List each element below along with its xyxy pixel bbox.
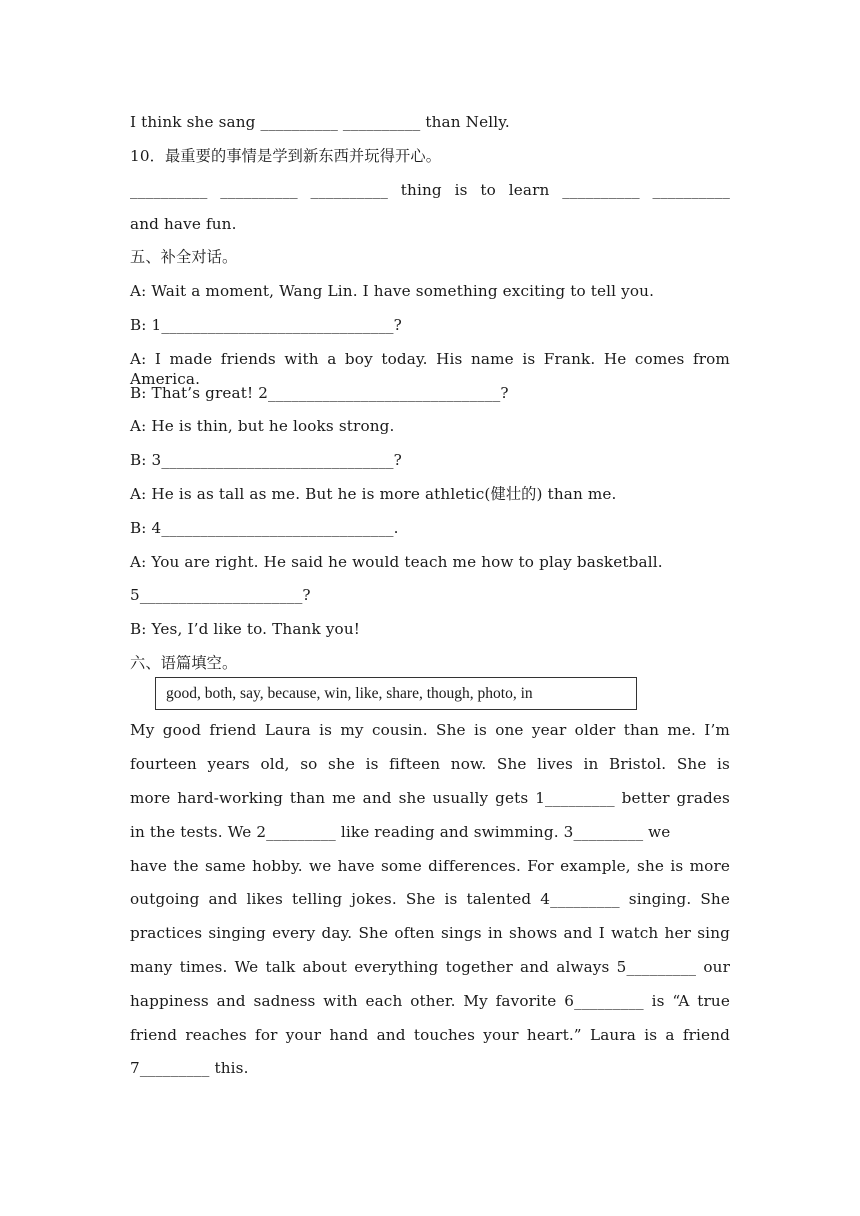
passage-line: practices singing every day. She often sings in shows and I watch her sing <box>130 924 730 942</box>
question-10-english-end: and have fun. <box>130 215 237 233</box>
dialogue-line: B: 3______________________________? <box>130 451 402 469</box>
passage-line: My good friend Laura is my cousin. She is one year older than me. I’m <box>130 721 730 739</box>
dialogue-line: A: You are right. He said he would teach me how to play basketball. <box>130 553 663 571</box>
passage-line: have the same hobby. we have some differences. For example, she is more <box>130 857 730 875</box>
passage-line: 7_________ this. <box>130 1059 249 1077</box>
dialogue-line: A: I made friends with a boy today. His name is Frank. He comes from America. <box>130 350 730 388</box>
passage-line: friend reaches for your hand and touches your heart.” Laura is a friend <box>130 1026 730 1044</box>
section-6-heading: 六、语篇填空。 <box>130 654 238 672</box>
dialogue-line: 5_____________________? <box>130 586 311 604</box>
dialogue-line: B: 4______________________________. <box>130 519 399 537</box>
dialogue-line: B: Yes, I’d like to. Thank you! <box>130 620 361 638</box>
dialogue-line: B: 1______________________________? <box>130 316 402 334</box>
question-10-english-blanks: __________ __________ __________ thing is to learn __________ __________ <box>130 181 730 199</box>
passage-line: happiness and sadness with each other. My favorite 6_________ is “A true <box>130 992 730 1010</box>
passage-line: more hard-working than me and she usually gets 1_________ better grades <box>130 789 730 807</box>
passage-line: in the tests. We 2_________ like reading and swimming. 3_________ we <box>130 823 671 841</box>
dialogue-line: A: He is as tall as me. But he is more athletic(健壮的) than me. <box>130 485 617 503</box>
word-bank-box: good, both, say, because, win, like, share, though, photo, in <box>155 677 637 710</box>
question-10-chinese: 10．最重要的事情是学到新东西并玩得开心。 <box>130 147 442 165</box>
sentence-9-english: I think she sang __________ __________ than Nelly. <box>130 113 510 131</box>
section-5-heading: 五、补全对话。 <box>130 248 238 266</box>
dialogue-line: A: Wait a moment, Wang Lin. I have something exciting to tell you. <box>130 282 655 300</box>
dialogue-line: A: He is thin, but he looks strong. <box>130 417 395 435</box>
passage-line: many times. We talk about everything together and always 5_________ our <box>130 958 730 976</box>
dialogue-line: B: That’s great! 2______________________________? <box>130 384 509 402</box>
passage-line: outgoing and likes telling jokes. She is talented 4_________ singing. She <box>130 890 730 908</box>
passage-line: fourteen years old, so she is fifteen now. She lives in Bristol. She is <box>130 755 730 773</box>
